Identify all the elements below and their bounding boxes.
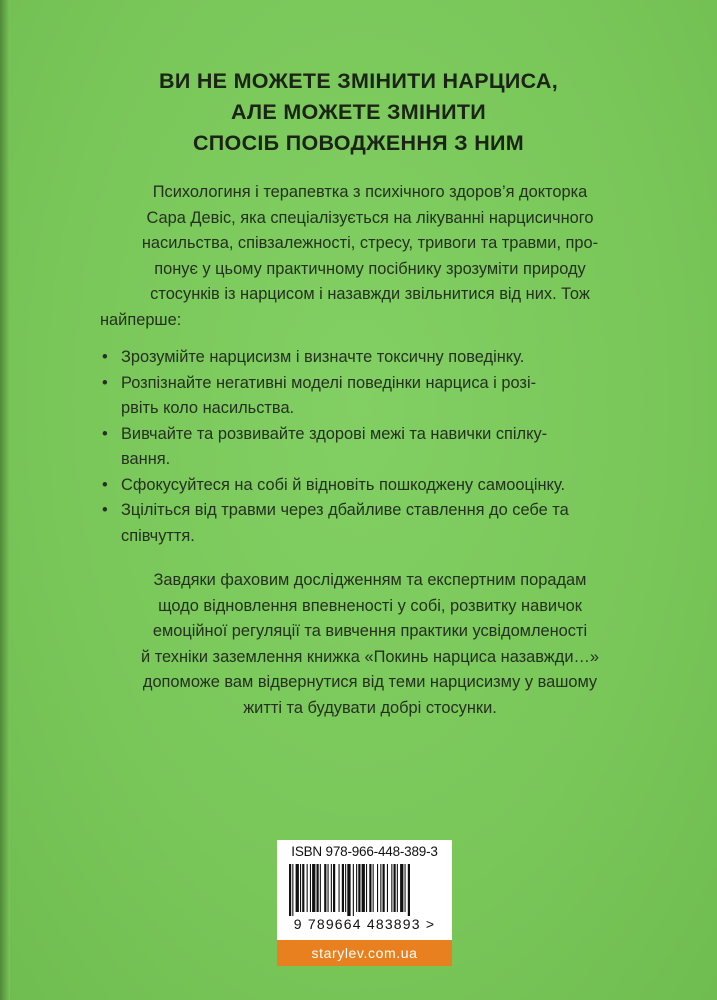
barcode-bar xyxy=(342,864,344,912)
barcode-bar xyxy=(373,864,374,912)
list-item xyxy=(100,345,660,371)
bullet-icon: • xyxy=(102,424,108,443)
list-item-line: Зцілiться від травми через дбайливе ставлення до себе та xyxy=(121,501,569,519)
headline-line: АЛЕ МОЖЕТЕ ЗМІНИТИ xyxy=(230,100,487,124)
barcode-bar xyxy=(387,864,388,912)
barcode-bar xyxy=(339,864,340,912)
bullet-list xyxy=(100,345,660,549)
closing-line: житті та будувати добрі стосунки. xyxy=(243,698,497,717)
barcode-bar xyxy=(405,864,406,912)
barcode-bar xyxy=(292,864,293,916)
barcode-digits: 9 789664 483893 > xyxy=(293,916,436,932)
barcode-bar xyxy=(300,864,301,912)
intro-line: найперше: xyxy=(100,310,182,329)
barcode-bar xyxy=(408,864,410,916)
barcode-bar xyxy=(307,864,308,912)
barcode-bar xyxy=(356,864,357,912)
barcode-bar xyxy=(324,864,326,912)
barcode-bar xyxy=(377,864,378,912)
barcode-bar xyxy=(296,864,299,912)
headline xyxy=(0,66,717,159)
list-item-line: співчуття. xyxy=(121,526,195,545)
bullet-icon: • xyxy=(102,373,108,392)
list-item-line: Сфокусуйтеся на собі й відновіть пошкоджену самооцінку. xyxy=(121,475,566,494)
barcode-bar xyxy=(320,864,321,912)
intro-line: стосунків із нарцисом і назавжди звільнитися від них. Тож xyxy=(150,285,590,303)
intro-line: понує у цьому практичному посібнику зрозуміти природу xyxy=(154,259,586,278)
list-item-line: Розпізнайте негативні моделі поведінки нарциса і розі- xyxy=(121,373,537,392)
barcode-bar xyxy=(312,864,315,912)
list-item-line: рвіть коло насильства. xyxy=(121,399,295,417)
list-item-line: Зрозумійте нарцисизм і визначте токсичну поведінку. xyxy=(121,348,525,366)
intro-line: Сара Девіс, яка спеціалізується на лікуванні нарцисичного xyxy=(146,208,594,227)
headline-line: ВИ НЕ МОЖЕТЕ ЗМІНИТИ НАРЦИСА, xyxy=(159,69,558,93)
barcode-bar xyxy=(289,864,291,916)
bullet-icon: • xyxy=(102,501,108,519)
barcode-bar xyxy=(397,864,398,912)
barcode-bar xyxy=(302,864,304,912)
barcode-bar xyxy=(331,864,332,912)
closing-paragraph xyxy=(100,568,640,721)
list-item-line: вання. xyxy=(121,450,171,468)
isbn-barcode-box xyxy=(277,840,452,940)
bullet-icon: • xyxy=(102,475,108,494)
barcode-bar xyxy=(380,864,381,912)
bullet-icon: • xyxy=(102,348,108,366)
closing-line: й техніки заземлення книжка «Покинь нарциса назавжди…» xyxy=(141,647,599,666)
intro-paragraph xyxy=(100,180,640,333)
barcode-bar xyxy=(394,864,396,912)
publisher-website: starylev.com.ua xyxy=(277,940,452,966)
closing-line: Завдяки фаховим дослідженням та експертним порадам xyxy=(153,571,587,589)
list-item xyxy=(100,371,660,422)
barcode-icon xyxy=(285,864,444,916)
intro-line: насильства, співзалежності, стресу, тривоги та травми, про- xyxy=(141,234,599,252)
closing-line: щодо відновлення впевненості у собі, розвитку навичок xyxy=(158,596,582,615)
barcode-bar xyxy=(345,864,346,912)
barcode-bar xyxy=(347,864,350,916)
barcode-bar xyxy=(317,864,319,912)
barcode-bar xyxy=(328,864,329,912)
barcode-bar xyxy=(383,864,385,912)
list-item xyxy=(100,498,660,549)
closing-line: емоційної регуляції та вивчення практики усвідомленості xyxy=(152,622,588,640)
barcode-bar xyxy=(362,864,365,912)
list-item xyxy=(100,422,660,473)
barcode-bar xyxy=(333,864,335,912)
barcode-bar xyxy=(391,864,392,912)
intro-line: Психологиня і терапевтка з психічного здоров’я докторка xyxy=(152,183,588,201)
list-item xyxy=(100,473,660,499)
barcode-bar xyxy=(369,864,371,912)
barcode-bar xyxy=(400,864,403,912)
isbn-label: ISBN 978-966-448-389-3 xyxy=(291,844,438,859)
barcode-bar xyxy=(353,864,354,916)
barcode-bar xyxy=(366,864,367,912)
barcode-bar xyxy=(310,864,311,912)
closing-line: допоможе вам відвернутися від теми нарцисизму у вашому xyxy=(142,673,598,691)
headline-line: СПОСІБ ПОВОДЖЕННЯ З НИМ xyxy=(192,131,525,155)
list-item-line: Вивчайте та розвивайте здорові межі та навички спілку- xyxy=(121,424,548,443)
barcode-bar xyxy=(358,864,360,912)
